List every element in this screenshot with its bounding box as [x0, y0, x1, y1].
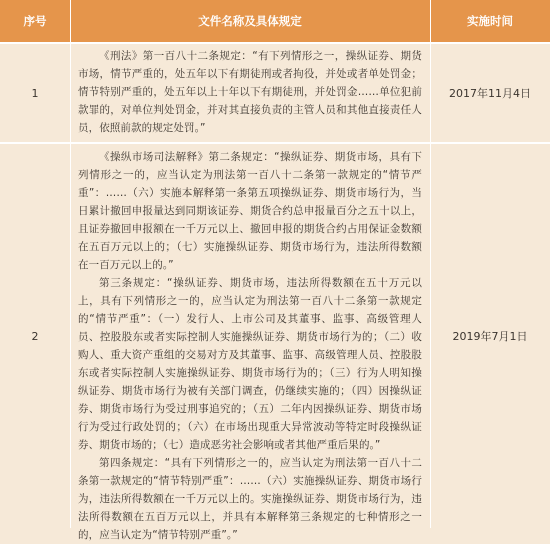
table-header: [0, 0, 550, 42]
row-content: [78, 148, 422, 544]
header-document: 文件名称及具体规定: [198, 14, 302, 28]
row-date: 2019年7月1日: [452, 330, 528, 343]
row-paragraph: 第三条规定：“操纵证券、期货市场，违法所得数额在五十万元以上，具有下列情形之一的，应当认定为刑法第一百八十二条第一款规定的“情节严重”：（一）发行人、上市公司及其董事、监事、高级管理人员、控股股东或者实际控制人实施操纵证券、期货市场行为的；（二）收购人、重大资产重组的交易对方及其董事、监事、高级管理人员、控股股东或者实际控制人实施操纵证券、期货市场行为的；（三）行为人明知操纵证券、期货市场行为被有关部门调查，仍继续实施的；（四）因操纵证券、期货市场行为受过刑事追究的；（五）二年内因操纵证券、期货市场行为受过行政处罚的；（六）在市场出现重大异常波动等特定时段操纵证券、期货市场的；（七）造成恶劣社会影响或者其他严重后果的。”: [78, 277, 422, 451]
row-index: 1: [31, 86, 39, 100]
row-content: [78, 47, 422, 137]
column-divider: [430, 0, 431, 528]
column-divider: [70, 0, 71, 528]
row-paragraph: 《刑法》第一百八十二条规定：“有下列情形之一，操纵证券、期货市场，情节严重的，处五年以下有期徒刑或者拘役，并处或者单处罚金；情节特别严重的，处五年以上十年以下有期徒刑，并处罚金……单位犯前款罪的，对单位判处罚金，并对其直接负责的主管人员和其他直接责任人员，依照前款的规定处罚。”: [78, 50, 422, 134]
row-divider: [0, 142, 550, 144]
header-date: 实施时间: [467, 14, 513, 28]
header-index: 序号: [23, 14, 47, 28]
row-paragraph: 第四条规定：“具有下列情形之一的，应当认定为刑法第一百八十二条第一款规定的“情节特别严重”：……（六）实施操纵证券、期货市场行为，违法所得数额在一千万元以上的。实施操纵证券、期货市场行为，违法所得数额在五百万元以上，并具有本解释第三条规定的七种情形之一的，应当认定为“情节特别严重”。”: [78, 457, 422, 541]
row-date: 2017年11月4日: [449, 87, 531, 100]
row-paragraph: 《操纵市场司法解释》第二条规定：“操纵证券、期货市场，具有下列情形之一的，应当认定为刑法第一百八十二条第一款规定的“情节严重”：……（六）实施本解释第一条第五项操纵证券、期货市场行为，当日累计撤回申报量达到同期该证券、期货合约总申报量百分之五十以上，且证券撤回申报额在一千万元以上、撤回申报的期货合约占用保证金数额在五百万元以上的；（七）实施操纵证券、期货市场行为，违法所得数额在一百万元以上的。”: [78, 151, 422, 271]
row-index: 2: [31, 329, 39, 343]
row-divider: [0, 42, 550, 44]
